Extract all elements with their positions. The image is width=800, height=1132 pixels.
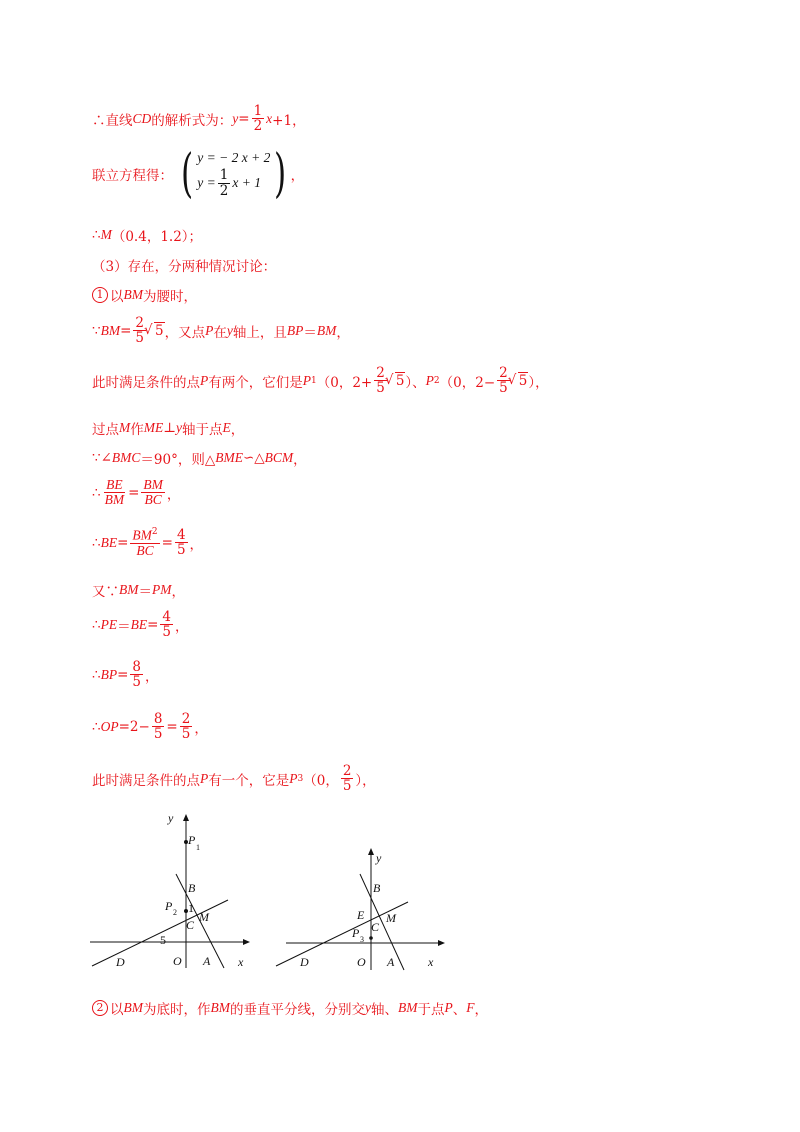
text: ＝ <box>303 324 317 341</box>
label-m: M <box>386 911 396 925</box>
var-pe: PE <box>100 616 118 632</box>
sqrt <box>389 373 406 389</box>
text: 的解析式为： <box>151 112 233 129</box>
text: ＝90°，则△ <box>140 452 216 468</box>
text: ， <box>290 168 305 184</box>
subscript: 3 <box>297 773 304 784</box>
text: ∽△ <box>242 450 265 466</box>
line-case2 <box>92 998 488 1018</box>
numerator: BE <box>106 477 123 492</box>
denominator: 5 <box>162 624 171 641</box>
line-bm-length <box>92 316 350 345</box>
text: 轴、 <box>371 1002 398 1018</box>
system-row-2 <box>197 168 270 197</box>
subscript: 2 <box>433 375 440 386</box>
denominator: 5 <box>132 674 141 691</box>
text: ， <box>474 1002 488 1018</box>
line-m-point <box>92 225 202 245</box>
system-rows <box>197 150 270 197</box>
var-bm: BM <box>119 582 139 597</box>
label-x: x <box>238 955 244 969</box>
therefore: ∴ <box>92 666 101 683</box>
numerator: 2 <box>135 315 144 331</box>
label-p3: P <box>352 926 360 940</box>
circled-number: 2 <box>92 1000 108 1016</box>
text: ）， <box>355 772 376 789</box>
circled-number: 1 <box>92 287 108 303</box>
var-cd: CD <box>132 110 152 126</box>
text: ， <box>145 668 159 685</box>
text: ∵∠ <box>92 450 112 466</box>
numerator: 1 <box>253 103 263 119</box>
numerator: BM <box>143 477 163 492</box>
line-system <box>92 144 305 204</box>
label-x: x <box>428 955 434 969</box>
var-pm: PM <box>152 582 172 597</box>
equals: = <box>166 718 178 735</box>
line-op <box>92 712 208 741</box>
numerator: 2 <box>181 711 191 727</box>
line-two-points <box>92 366 549 395</box>
fraction <box>218 168 231 197</box>
point-p3 <box>369 936 373 940</box>
because: ∵ <box>92 322 101 339</box>
var-bm: BM <box>316 322 337 338</box>
equals: ＝ <box>117 618 131 635</box>
fraction <box>103 478 127 507</box>
label-5: 5 <box>160 933 166 947</box>
var-bm: BM <box>398 1000 418 1015</box>
text: y = <box>197 175 216 190</box>
numerator: 2 <box>499 365 508 381</box>
y-axis-arrow <box>183 814 189 821</box>
therefore: ∴ <box>92 227 101 243</box>
var-y: y <box>365 1000 371 1015</box>
var-bm: BM <box>132 527 152 543</box>
numerator: 8 <box>153 711 163 727</box>
label-o: O <box>357 955 366 969</box>
label-e: E <box>357 908 365 922</box>
label-a: A <box>203 954 211 968</box>
y-axis-arrow <box>368 848 374 855</box>
denominator: BC <box>136 542 154 558</box>
text: ， <box>171 584 185 600</box>
therefore: ∴ <box>92 484 101 501</box>
var-bp: BP <box>100 666 118 682</box>
denominator: 5 <box>176 542 186 559</box>
text: （0.4，1.2）； <box>111 229 203 245</box>
numerator: 2 <box>342 763 352 779</box>
therefore: ∴ <box>92 534 101 551</box>
denominator: 5 <box>376 380 385 397</box>
var-y: y <box>226 322 233 338</box>
numerator: 1 <box>219 167 229 184</box>
var-bmc: BMC <box>111 450 141 465</box>
label-b: B <box>188 881 196 895</box>
sqrt <box>512 373 529 389</box>
var-me: ME <box>143 420 164 435</box>
var-be: BE <box>130 616 148 632</box>
text: （0， <box>303 772 339 789</box>
fraction <box>341 764 354 793</box>
text: 在 <box>213 324 227 341</box>
var-op: OP <box>100 718 119 734</box>
equals: = <box>120 322 132 339</box>
label-d: D <box>300 955 309 969</box>
var-bme: BME <box>215 450 243 465</box>
label-o: O <box>173 954 182 968</box>
text: （0，2+ <box>316 374 373 391</box>
fraction <box>141 478 165 507</box>
text: （3）存在，分两种情况讨论： <box>92 259 277 275</box>
label-p2: P <box>165 899 173 913</box>
text: 为底时，作 <box>143 1002 211 1018</box>
var-m: M <box>100 227 112 242</box>
var-p: P <box>444 1000 453 1015</box>
denominator: BC <box>144 492 162 508</box>
var-p: P <box>425 372 434 388</box>
label-p3-sub: 3 <box>360 935 364 944</box>
text: ， <box>293 452 307 468</box>
line-me-perp <box>92 418 244 438</box>
radicand: 5 <box>395 372 405 389</box>
var-p: P <box>289 770 298 786</box>
var-x: x <box>266 110 273 126</box>
text: 以 <box>110 289 124 305</box>
text: 作 <box>130 422 144 438</box>
fraction <box>130 660 143 689</box>
var-bm: BM <box>123 287 143 302</box>
denominator: 5 <box>342 778 352 795</box>
label-p2-sub: 2 <box>173 908 177 917</box>
label-m: M <box>199 910 209 924</box>
superscript: 2 <box>151 527 158 537</box>
text: ， <box>336 324 350 341</box>
fraction <box>160 610 173 639</box>
text: ， <box>175 618 189 635</box>
text: 过点 <box>92 422 119 438</box>
label-b: B <box>373 881 381 895</box>
label-d: D <box>116 955 125 969</box>
var-p: P <box>200 770 209 786</box>
therefore: ∴ <box>92 616 101 633</box>
fraction <box>152 712 165 741</box>
var-p: P <box>205 322 214 338</box>
equals: = <box>238 110 250 127</box>
x-axis-arrow <box>243 939 250 945</box>
var-f: F <box>466 1000 475 1015</box>
text: ， <box>230 422 245 438</box>
text: ， <box>166 486 181 503</box>
figure-1 <box>88 808 260 978</box>
equals: ＝ <box>138 584 152 600</box>
numerator: 2 <box>376 365 385 381</box>
numerator: 8 <box>132 659 141 675</box>
var-y: y <box>175 420 182 435</box>
var-bm: BM <box>210 1000 230 1015</box>
x-axis-arrow <box>438 940 445 946</box>
denominator: 2 <box>253 118 263 135</box>
denominator: 5 <box>499 380 508 397</box>
label-1: 1 <box>188 901 194 915</box>
text: ）， <box>528 374 549 391</box>
text: （0，2− <box>439 374 496 391</box>
text: 此时满足条件的点 <box>92 772 200 789</box>
label-p1: P <box>188 833 196 847</box>
text: ）、 <box>405 374 426 391</box>
text: 有两个，它们是 <box>208 374 303 391</box>
var-y: y <box>232 110 239 126</box>
line-ratio <box>92 478 180 507</box>
text: 、 <box>452 1002 467 1018</box>
text: ， <box>189 536 204 553</box>
radicand: 5 <box>155 322 164 339</box>
label-y: y <box>168 811 174 825</box>
text: 的垂直平分线，分别交 <box>230 1002 365 1018</box>
subscript: 1 <box>311 375 317 386</box>
text: 轴于点 <box>181 422 223 438</box>
fraction <box>180 712 193 741</box>
fraction <box>130 528 159 558</box>
line-part3 <box>92 255 276 275</box>
label-c: C <box>371 920 380 934</box>
line-bm-pm <box>92 580 185 600</box>
numerator: 4 <box>162 609 171 625</box>
label-y: y <box>376 851 382 865</box>
text: 于点 <box>417 1002 445 1018</box>
text: ，又点 <box>164 324 206 341</box>
numerator: 4 <box>176 527 186 544</box>
denominator: 5 <box>181 726 191 743</box>
system-row-1: y = − 2 x + 2 <box>197 150 271 166</box>
line-pe <box>92 610 189 639</box>
var-be: BE <box>100 534 118 550</box>
text: 轴上，且 <box>232 324 287 341</box>
text: 联立方程得： <box>92 168 173 184</box>
equals: = <box>128 484 140 501</box>
equals: = <box>161 534 173 551</box>
right-paren: ) <box>274 144 287 204</box>
equals: = <box>147 616 159 633</box>
text: ， <box>194 720 208 737</box>
label-a: A <box>387 955 395 969</box>
var-bm: BM <box>100 322 121 338</box>
radicand: 5 <box>518 372 528 389</box>
var-e: E <box>222 420 231 435</box>
therefore: ∴ <box>92 718 101 735</box>
line-be <box>92 528 203 558</box>
line-case1 <box>92 285 197 305</box>
text: 又∵ <box>92 584 119 600</box>
equation-system <box>177 144 291 204</box>
label-p1-sub: 1 <box>196 843 200 852</box>
var-bp: BP <box>286 322 304 338</box>
line-cd-equation <box>92 104 306 133</box>
text: 以 <box>110 1002 124 1018</box>
var-p: P <box>200 372 209 388</box>
equals: = <box>117 666 129 683</box>
text: x + 1 <box>232 175 261 190</box>
equals: =2− <box>118 718 150 735</box>
sqrt <box>148 323 165 339</box>
var-bm: BM <box>123 1000 143 1015</box>
line-similar <box>92 448 307 468</box>
line-one-point <box>92 764 376 793</box>
var-p: P <box>302 372 311 388</box>
perp: ⊥ <box>163 420 176 436</box>
left-paren: ( <box>181 144 194 204</box>
text: 有一个，它是 <box>208 772 290 789</box>
fraction <box>252 104 265 133</box>
line-bp <box>92 660 159 689</box>
text: +1， <box>272 112 306 129</box>
denominator: 2 <box>219 182 229 199</box>
denominator: 5 <box>135 330 144 347</box>
denominator: 5 <box>153 726 163 743</box>
var-bcm: BCM <box>264 450 294 465</box>
figure-2 <box>272 840 448 978</box>
fraction <box>175 528 188 557</box>
text: 此时满足条件的点 <box>92 374 200 391</box>
denominator: BM <box>104 492 125 508</box>
numerator <box>130 528 159 544</box>
text: ∴直线 <box>92 112 133 129</box>
equals: = <box>117 534 129 551</box>
var-m: M <box>119 420 131 435</box>
label-c: C <box>186 918 195 932</box>
text: 为腰时， <box>143 289 197 305</box>
